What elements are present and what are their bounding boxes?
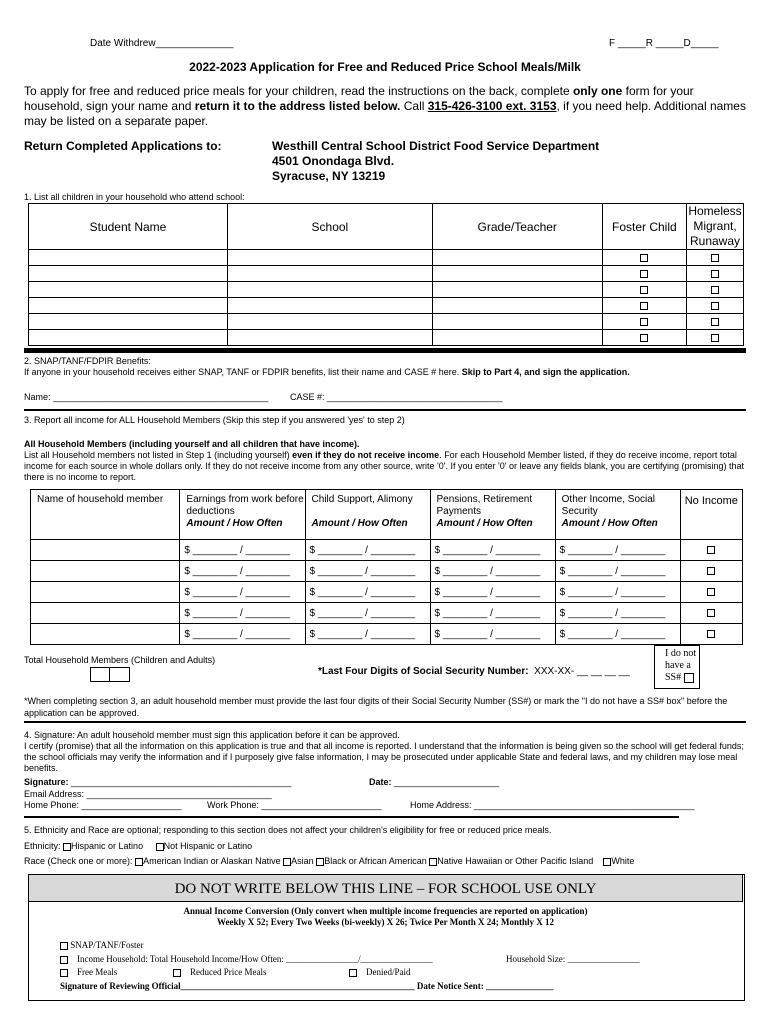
office-snap-checkbox[interactable] [60, 942, 68, 950]
hispanic-checkbox[interactable] [63, 843, 71, 851]
not-hispanic-checkbox[interactable] [156, 843, 164, 851]
col-child-support: Child Support, Alimony Amount / How Often [305, 490, 430, 540]
asian-checkbox[interactable] [283, 858, 291, 866]
table-row [31, 603, 743, 624]
child-support-input[interactable]: $ ________ / ________ [305, 603, 430, 624]
no-ssn-checkbox[interactable] [684, 673, 694, 683]
no-ssn-box: I do not have a SS# [654, 645, 700, 689]
col-earnings: Earnings from work before deductions Amount / How Often [180, 490, 305, 540]
pension-input[interactable]: $ ________ / ________ [430, 561, 555, 582]
office-denied-checkbox[interactable] [349, 969, 357, 977]
return-address-line2: 4501 Onondaga Blvd. [272, 154, 395, 168]
hispanic-label: Hispanic or Latino [71, 841, 144, 851]
home-phone-field[interactable]: Home Phone: ____________________ [24, 800, 182, 810]
grade-input[interactable] [432, 298, 602, 314]
section4-heading: 4. Signature: An adult household member must sign this application before it can be approved. [24, 730, 400, 740]
office-household-size[interactable]: Household Size: ________________ [506, 954, 640, 964]
table-row [29, 250, 744, 266]
foster-checkbox[interactable] [640, 254, 648, 262]
member-name-input[interactable] [31, 582, 180, 603]
intro-paragraph: To apply for free and reduced price meals for your children, read the instructions on the back, complete only one form for your household, sign your name and return it to the address listed below. Call 315-426-3100 ext. 3153, if you need help. Additional names may be listed on a separate paper. [24, 84, 746, 128]
children-table [28, 203, 744, 346]
no-income-checkbox[interactable] [707, 567, 715, 575]
ssn-field[interactable]: *Last Four Digits of Social Security Number: XXX-XX- __ __ __ __ [318, 666, 630, 677]
office-income-checkbox[interactable] [60, 956, 68, 964]
office-reduced-row: Reduced Price Meals [173, 967, 266, 977]
american-indian-checkbox[interactable] [135, 858, 143, 866]
home-address-field[interactable]: Home Address: ____________________________________________ [410, 800, 695, 810]
office-free-checkbox[interactable] [60, 969, 68, 977]
table-row [29, 314, 744, 330]
member-name-input[interactable] [31, 603, 180, 624]
grade-input[interactable] [432, 314, 602, 330]
col-member-name: Name of household member [31, 490, 180, 540]
pension-input[interactable]: $ ________ / ________ [430, 582, 555, 603]
return-address-line1: Westhill Central School District Food Service Department [272, 139, 600, 153]
race-row: Race (Check one or more): American Indian or Alaskan Native Asian Black or African American Native Hawaiian or Other Pacific Island White [24, 856, 635, 866]
grade-input[interactable] [432, 330, 602, 346]
school-input[interactable] [227, 298, 432, 314]
child-support-input[interactable]: $ ________ / ________ [305, 624, 430, 645]
email-field[interactable]: Email Address: _____________________________________ [24, 789, 272, 799]
table-row [29, 298, 744, 314]
other-income-input[interactable]: $ ________ / ________ [555, 624, 680, 645]
office-signature-row[interactable]: Signature of Reviewing Official____________________________________________________ Date Notice Sent: _______________ [60, 981, 554, 991]
black-checkbox[interactable] [316, 858, 324, 866]
col-grade-teacher: Grade/Teacher [432, 204, 602, 250]
col-student-name: Student Name [29, 204, 228, 250]
income-table [30, 489, 743, 645]
pension-input[interactable]: $ ________ / ________ [430, 540, 555, 561]
member-name-input[interactable] [31, 624, 180, 645]
no-income-checkbox[interactable] [707, 546, 715, 554]
earnings-input[interactable]: $ ________ / ________ [180, 624, 305, 645]
table-row [29, 330, 744, 346]
other-income-input[interactable]: $ ________ / ________ [555, 540, 680, 561]
student-name-input[interactable] [29, 298, 228, 314]
foster-checkbox[interactable] [640, 302, 648, 310]
pension-input[interactable]: $ ________ / ________ [430, 603, 555, 624]
homeless-checkbox[interactable] [711, 286, 719, 294]
earnings-input[interactable]: $ ________ / ________ [180, 561, 305, 582]
foster-checkbox[interactable] [640, 286, 648, 294]
snap-name-field[interactable]: Name: ___________________________________________ [24, 392, 269, 402]
work-phone-field[interactable]: Work Phone: ________________________ [207, 800, 382, 810]
homeless-checkbox[interactable] [711, 318, 719, 326]
other-income-input[interactable]: $ ________ / ________ [555, 582, 680, 603]
help-phone-link[interactable]: 315-426-3100 ext. 3153 [427, 99, 557, 113]
child-support-input[interactable]: $ ________ / ________ [305, 540, 430, 561]
return-address-line3: Syracuse, NY 13219 [272, 169, 386, 183]
section3-heading: 3. Report all income for ALL Household Members (Skip this step if you answered 'yes' to step 2) [24, 415, 405, 425]
table-row [31, 624, 743, 645]
section1-heading: 1. List all children in your household who attend school: [24, 192, 245, 202]
section-divider [24, 721, 746, 723]
date-field[interactable]: Date: _____________________ [369, 777, 500, 787]
other-income-input[interactable]: $ ________ / ________ [555, 561, 680, 582]
section2-text: If anyone in your household receives either SNAP, TANF or FDPIR benefits, list their name and CASE # here. Skip to Part 4, and sign the application. [24, 367, 630, 377]
office-denied-row: Denied/Paid [349, 967, 411, 977]
child-support-input[interactable]: $ ________ / ________ [305, 582, 430, 603]
section-divider [24, 409, 746, 411]
section3-instructions: List all Household members not listed in Step 1 (including yourself) even if they do not receive income. For each Household Member listed, if they do receive income, report total income for each source in whole dollars only. If they do not receive income from any other source, write '0'. If you enter '0' or leave any fields blank, you are certifying (promising) that there is no income to report. [24, 450, 745, 482]
student-name-input[interactable] [29, 314, 228, 330]
income-conversion-rates: Weekly X 52; Every Two Weeks (bi-weekly) X 26; Twice Per Month X 24; Monthly X 12 [217, 917, 554, 927]
section-divider [24, 348, 746, 353]
child-support-input[interactable]: $ ________ / ________ [305, 561, 430, 582]
homeless-checkbox[interactable] [711, 302, 719, 310]
col-school: School [227, 204, 432, 250]
signature-field[interactable]: Signature: ____________________________________________ [24, 777, 292, 787]
member-name-input[interactable] [31, 561, 180, 582]
homeless-checkbox[interactable] [711, 334, 719, 342]
col-other-income: Other Income, Social Security Amount / How Often [555, 490, 680, 540]
school-input[interactable] [227, 282, 432, 298]
foster-checkbox[interactable] [640, 270, 648, 278]
return-label: Return Completed Applications to: [24, 139, 222, 153]
student-name-input[interactable] [29, 250, 228, 266]
school-input[interactable] [227, 266, 432, 282]
school-input[interactable] [227, 250, 432, 266]
col-foster-child: Foster Child [602, 204, 686, 250]
total-members-input[interactable] [90, 667, 130, 682]
office-reduced-checkbox[interactable] [173, 969, 181, 977]
school-input[interactable] [227, 330, 432, 346]
no-income-checkbox[interactable] [707, 588, 715, 596]
foster-checkbox[interactable] [640, 318, 648, 326]
student-name-input[interactable] [29, 282, 228, 298]
no-income-checkbox[interactable] [707, 609, 715, 617]
office-income-row: Income Household: Total Household Income/How Often: ________________/________________ [60, 954, 433, 964]
total-members-label: Total Household Members (Children and Adults) [24, 655, 216, 665]
col-pensions: Pensions, Retirement Payments Amount / How Often [430, 490, 555, 540]
section-divider [24, 816, 679, 818]
office-snap-row: SNAP/TANF/Foster [60, 940, 144, 950]
homeless-checkbox[interactable] [711, 270, 719, 278]
ssn-note: *When completing section 3, an adult household member must provide the last four digits of their Social Security Number (SS#) or mark the "I do not have a SS# box" before the application can be approved. [24, 696, 728, 718]
office-use-banner: DO NOT WRITE BELOW THIS LINE – FOR SCHOOL USE ONLY [28, 874, 743, 902]
member-name-input[interactable] [31, 540, 180, 561]
table-row [29, 266, 744, 282]
col-homeless: Homeless Migrant, Runaway [688, 204, 742, 248]
student-name-input[interactable] [29, 266, 228, 282]
certification-text: I certify (promise) that all the information on this application is true and that all income is reported. I understand that the information is being given so the school will get federal funds; the school officials may verify the information and if I purposely give false information, I may be prosecuted under applicable State and federal laws, and my children may lose meal benefits. [24, 741, 744, 773]
grade-input[interactable] [432, 250, 602, 266]
table-row [31, 582, 743, 603]
table-row [31, 561, 743, 582]
grade-input[interactable] [432, 282, 602, 298]
page-title: 2022-2023 Application for Free and Reduced Price School Meals/Milk [189, 60, 581, 74]
date-withdrew-field[interactable]: Date Withdrew______________ [90, 38, 234, 49]
col-no-income: No Income [680, 490, 742, 540]
student-name-input[interactable] [29, 330, 228, 346]
ethnicity-row: Ethnicity: Hispanic or Latino Not Hispanic or Latino [24, 841, 253, 851]
office-free-row: Free Meals [60, 967, 117, 977]
section3-subheading: All Household Members (including yourself and all children that have income). [24, 439, 360, 449]
pension-input[interactable]: $ ________ / ________ [430, 624, 555, 645]
snap-case-field[interactable]: CASE #: ___________________________________ [290, 392, 503, 402]
earnings-input[interactable]: $ ________ / ________ [180, 540, 305, 561]
foster-checkbox[interactable] [640, 334, 648, 342]
section5-heading: 5. Ethnicity and Race are optional; responding to this section does not affect your children's eligibility for free or reduced price meals. [24, 825, 552, 835]
income-conversion-title: Annual Income Conversion (Only convert when multiple income frequencies are reported on application) [183, 906, 588, 916]
table-row [29, 282, 744, 298]
no-income-checkbox[interactable] [707, 630, 715, 638]
frd-field[interactable]: F _____R _____D_____ [609, 38, 719, 49]
school-input[interactable] [227, 314, 432, 330]
not-hispanic-label: Not Hispanic or Latino [163, 841, 253, 851]
table-row [31, 540, 743, 561]
homeless-checkbox[interactable] [711, 254, 719, 262]
section2-heading: 2. SNAP/TANF/FDPIR Benefits: [24, 356, 151, 366]
earnings-input[interactable]: $ ________ / ________ [180, 603, 305, 624]
grade-input[interactable] [432, 266, 602, 282]
other-income-input[interactable]: $ ________ / ________ [555, 603, 680, 624]
earnings-input[interactable]: $ ________ / ________ [180, 582, 305, 603]
